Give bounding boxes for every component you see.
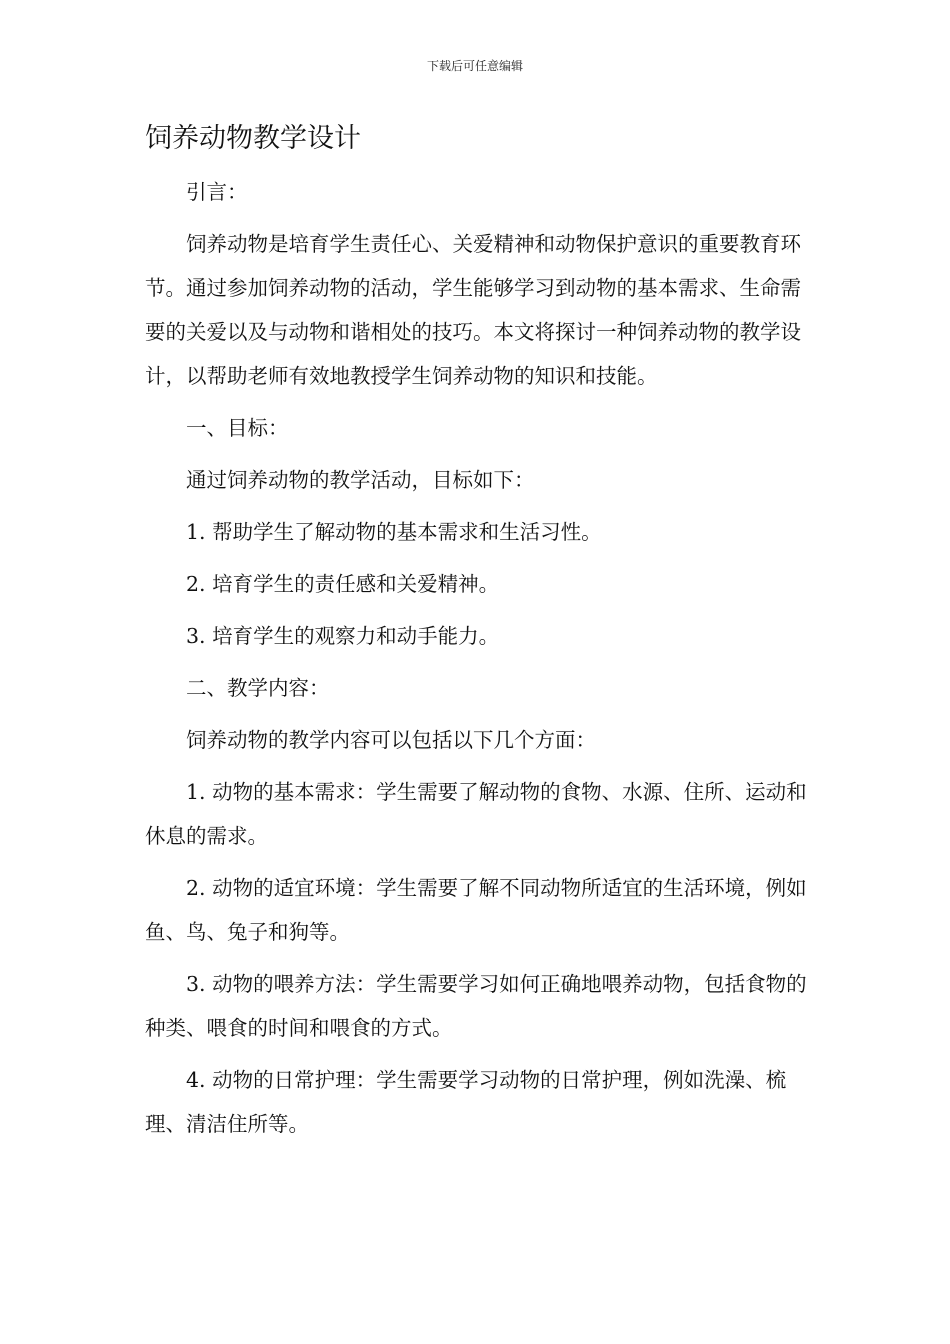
- goal-item: 3. 培育学生的观察力和动手能力。: [186, 624, 500, 648]
- content-item: 3. 动物的喂养方法：学生需要学习如何正确地喂养动物，包括食物的种类、喂食的时间和喂食的方式。: [145, 972, 807, 1040]
- intro-label: 引言：: [186, 180, 248, 204]
- document-body: [145, 170, 815, 1154]
- content-item: 2. 动物的适宜环境：学生需要了解不同动物所适宜的生活环境，例如鱼、鸟、兔子和狗等。: [145, 876, 807, 944]
- goal-item: 1. 帮助学生了解动物的基本需求和生活习性。: [186, 520, 602, 544]
- section-heading-content: 二、教学内容：: [186, 676, 330, 700]
- content-item: 1. 动物的基本需求：学生需要了解动物的食物、水源、住所、运动和休息的需求。: [145, 780, 807, 848]
- content-item: 4. 动物的日常护理：学生需要学习动物的日常护理，例如洗澡、梳理、清洁住所等。: [145, 1068, 787, 1136]
- intro-paragraph: 饲养动物是培育学生责任心、关爱精神和动物保护意识的重要教育环节。通过参加饲养动物的活动，学生能够学习到动物的基本需求、生命需要的关爱以及与动物和谐相处的技巧。本文将探讨一种饲养动物的教学设计，以帮助老师有效地教授学生饲养动物的知识和技能。: [145, 232, 801, 388]
- goal-item: 2. 培育学生的责任感和关爱精神。: [186, 572, 500, 596]
- section-heading-goals: 一、目标：: [186, 416, 289, 440]
- goals-intro: 通过饲养动物的教学活动，目标如下：: [186, 468, 535, 492]
- document-title: 饲养动物教学设计: [145, 123, 361, 154]
- page-header: 下载后可任意编辑: [426, 59, 523, 73]
- content-intro: 饲养动物的教学内容可以包括以下几个方面：: [186, 728, 596, 752]
